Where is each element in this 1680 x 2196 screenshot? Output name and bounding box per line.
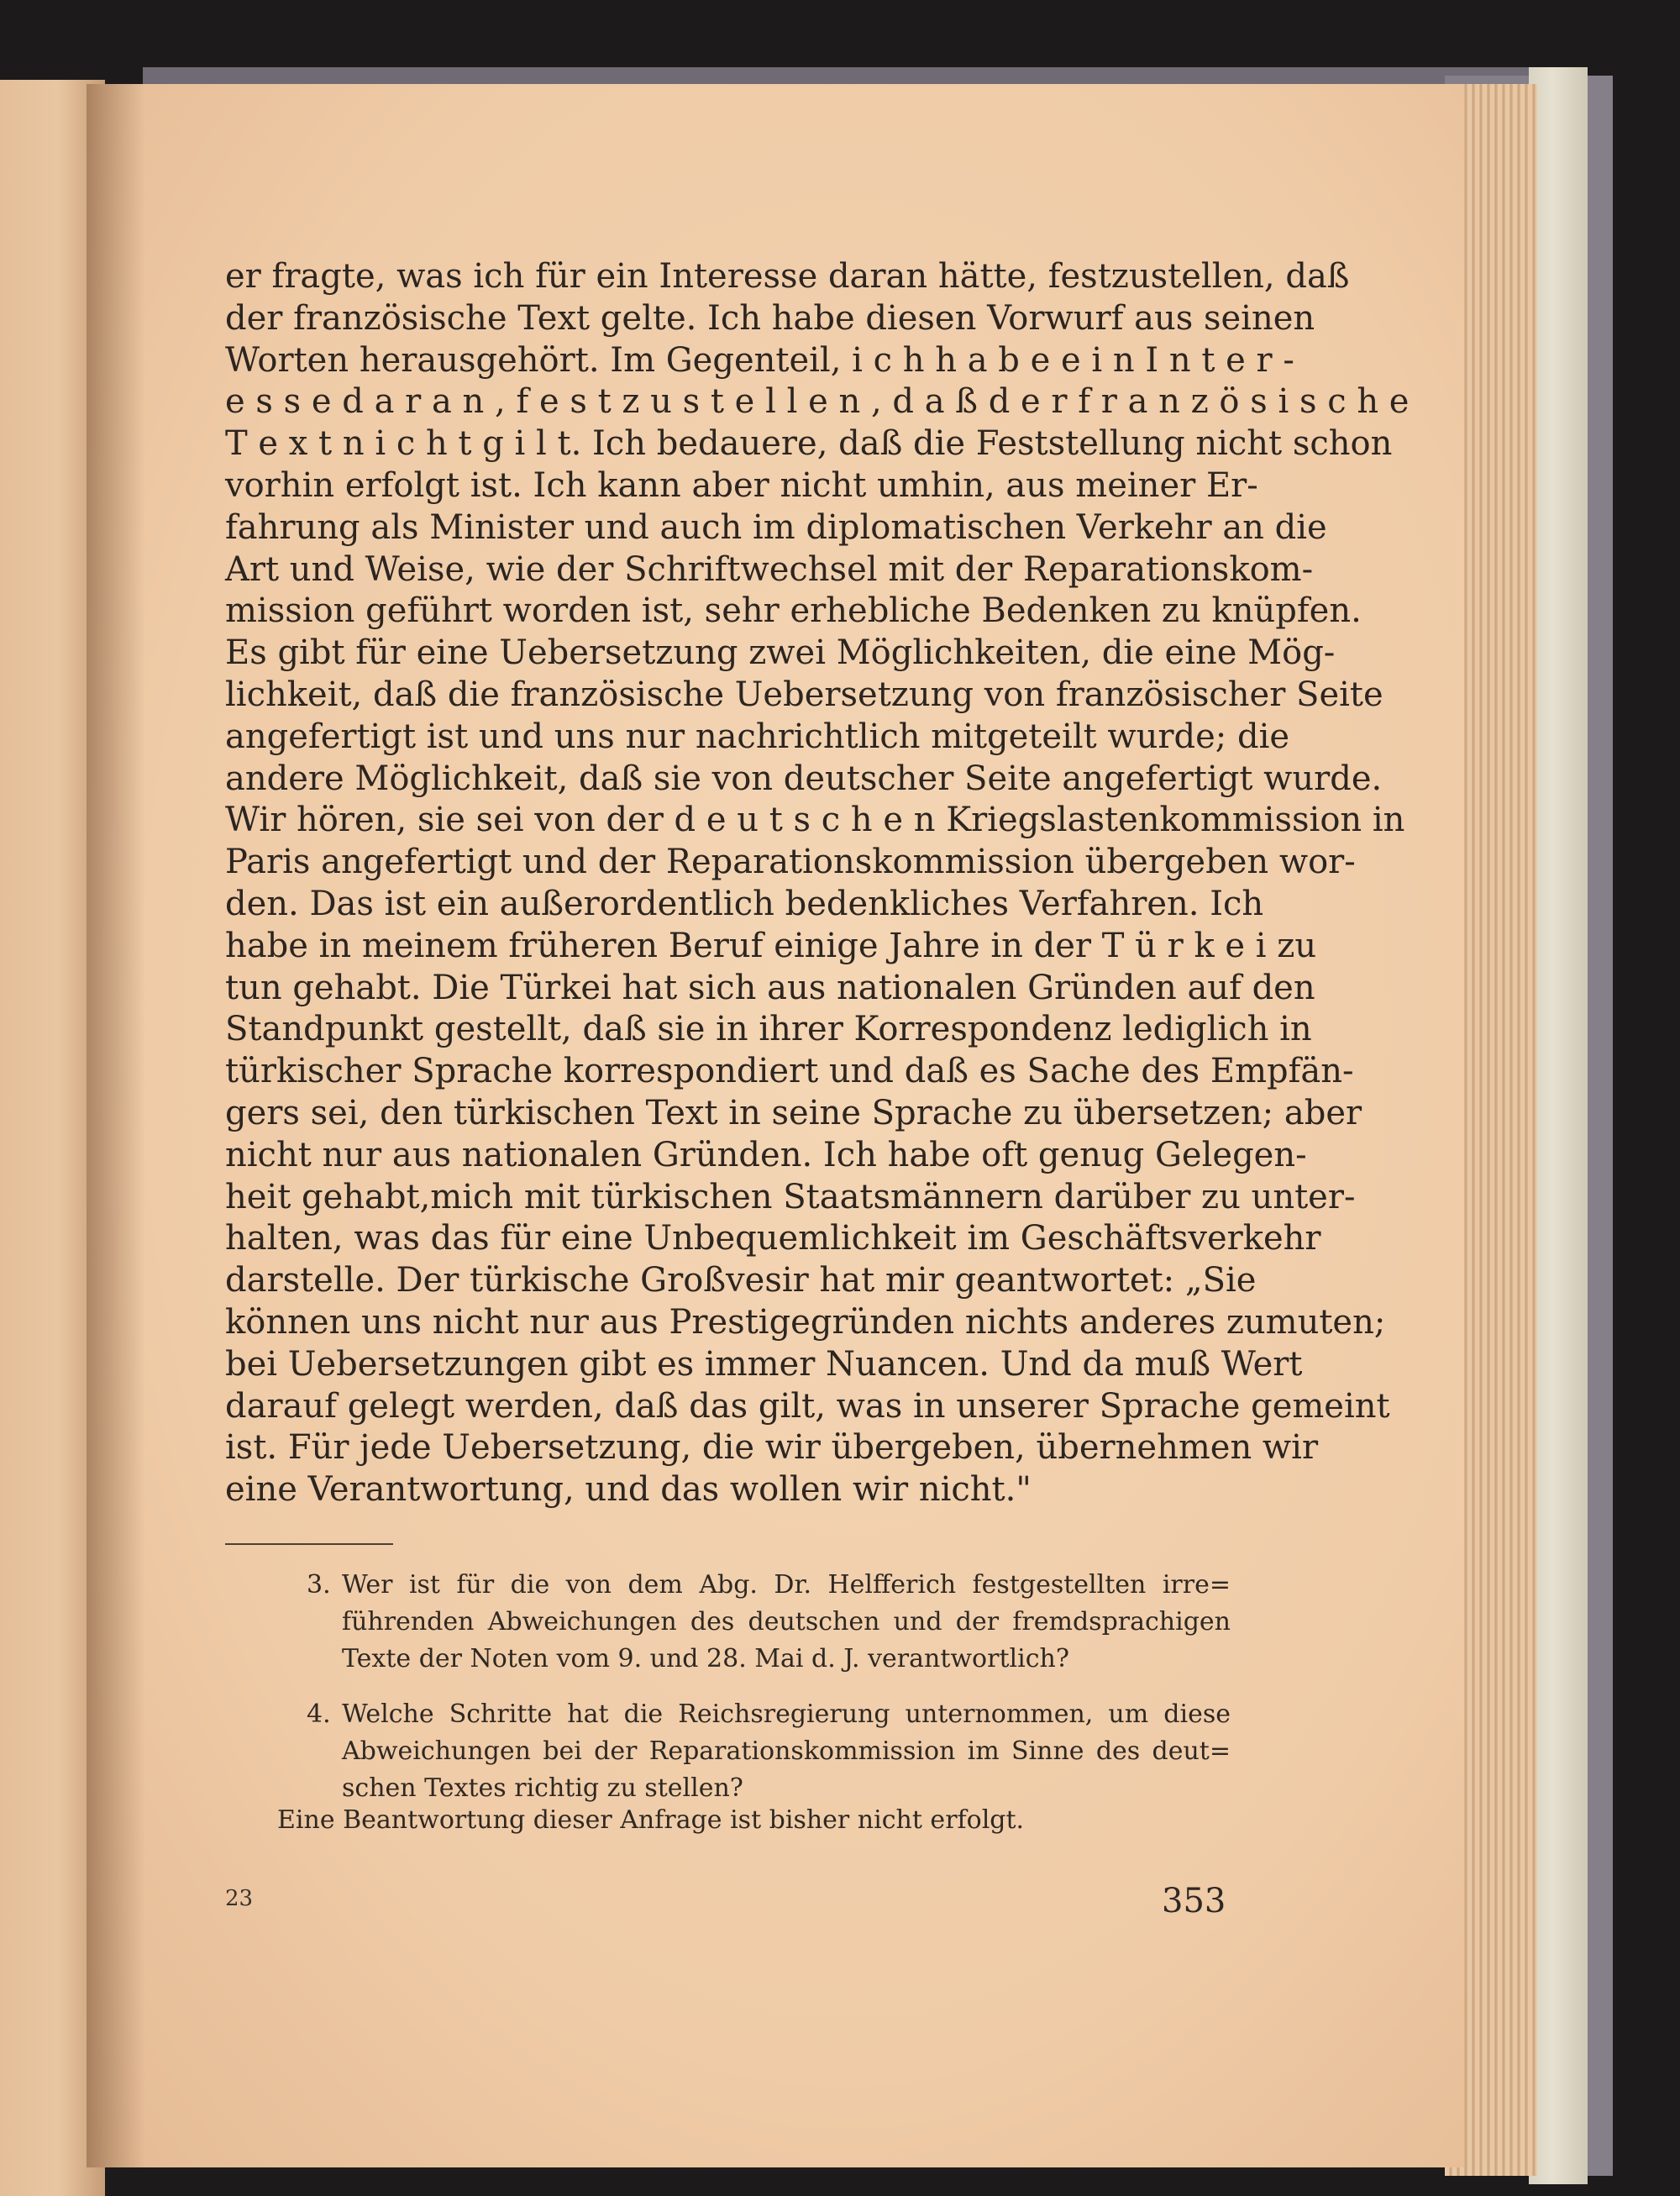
question-text: Wer ist für die von dem Abg. Dr. Helfferich festgestellten irre= xyxy=(342,1570,1231,1600)
text-line: Standpunkt gestellt, daß sie in ihrer Korrespondenz lediglich in xyxy=(225,1010,1312,1049)
question-line: Texte der Noten vom 9. und 28. Mai d. J. verantwortlich? xyxy=(342,1644,1069,1673)
question-line: führenden Abweichungen des deutschen und der fremdsprachigen xyxy=(342,1607,1231,1636)
text-line: tun gehabt. Die Türkei hat sich aus nationalen Gründen auf den xyxy=(225,968,1315,1007)
text-line: Art und Weise, wie der Schriftwechsel mit der Reparationskom- xyxy=(225,549,1314,589)
text-line: gers sei, den türkischen Text in seine Sprache zu übersetzen; aber xyxy=(225,1093,1362,1132)
text-line: vorhin erfolgt ist. Ich kann aber nicht umhin, aus meiner Er- xyxy=(225,465,1258,505)
question-item xyxy=(307,1696,1231,1807)
text-line: der französische Text gelte. Ich habe diesen Vorwurf aus seinen xyxy=(225,298,1315,338)
text-line: angefertigt ist und uns nur nachrichtlich mitgeteilt wurde; die xyxy=(225,717,1290,756)
text-line: Wir hören, sie sei von der d e u t s c h e n Kriegslastenkommission in xyxy=(225,801,1405,840)
question-text: Welche Schritte hat die Reichsregierung unternommen, um diese xyxy=(342,1700,1231,1729)
text-line: T e x t n i c h t g i l t. Ich bedauere, daß die Feststellung nicht schon xyxy=(225,424,1393,464)
cover-cloth-edge xyxy=(1529,67,1588,2184)
text-line: mission geführt worden ist, sehr erhebliche Bedenken zu knüpfen. xyxy=(225,591,1362,631)
text-line: können uns nicht nur aus Prestigegründen nichts anderes zumuten; xyxy=(225,1302,1386,1342)
text-line: andere Möglichkeit, daß sie von deutscher Seite angefertigt wurde. xyxy=(225,759,1383,798)
text-line: nicht nur aus nationalen Gründen. Ich habe oft genug Gelegen- xyxy=(225,1135,1307,1174)
page-gutter-shadow xyxy=(87,84,145,2167)
text-line: fahrung als Minister und auch im diplomatischen Verkehr an die xyxy=(225,507,1327,547)
text-line: Paris angefertigt und der Reparationskommission übergeben wor- xyxy=(225,843,1356,882)
question-line: Abweichungen bei der Reparationskommission im Sinne des deut= xyxy=(342,1736,1231,1766)
text-line: heit gehabt,mich mit türkischen Staatsmännern darüber zu unter- xyxy=(225,1177,1356,1216)
text-line: darstelle. Der türkische Großvesir hat mir geantwortet: „Sie xyxy=(225,1261,1257,1300)
text-line: lichkeit, daß die französische Uebersetzung von französischer Seite xyxy=(225,675,1383,714)
question-line: schen Textes richtig zu stellen? xyxy=(342,1773,743,1803)
text-line: eine Verantwortung, und das wollen wir nicht." xyxy=(225,1470,1032,1510)
text-line: habe in meinem früheren Beruf einige Jahre in der T ü r k e i zu xyxy=(225,926,1317,965)
signature-mark: 23 xyxy=(225,1886,254,1911)
question-number: 4. xyxy=(307,1700,331,1729)
text-line: halten, was das für eine Unbequemlichkeit im Geschäftsverkehr xyxy=(225,1219,1321,1258)
text-line: türkischer Sprache korrespondiert und daß es Sache des Empfän- xyxy=(225,1052,1354,1091)
separator-rule xyxy=(225,1543,393,1545)
question-list xyxy=(307,1567,1231,1826)
text-line: er fragte, was ich für ein Interesse daran hätte, festzustellen, daß xyxy=(225,257,1350,296)
page-number: 353 xyxy=(1162,1882,1226,1920)
text-line: Worten herausgehört. Im Gegenteil, i c h h a b e e i n I n t e r - xyxy=(225,340,1294,380)
text-line: bei Uebersetzungen gibt es immer Nuancen. Und da muß Wert xyxy=(225,1344,1303,1384)
question-line xyxy=(307,1696,1231,1733)
closing-line: Eine Beantwortung dieser Anfrage ist bisher nicht erfolgt. xyxy=(277,1805,1025,1835)
question-item xyxy=(307,1567,1231,1678)
text-line: ist. Für jede Uebersetzung, die wir übergeben, übernehmen wir xyxy=(225,1428,1319,1468)
text-line: Es gibt für eine Uebersetzung zwei Möglichkeiten, die eine Mög- xyxy=(225,633,1336,673)
text-line: e s s e d a r a n , f e s t z u s t e l l e n , d a ß d e r f r a n z ö s i s c h e xyxy=(225,382,1410,422)
question-number: 3. xyxy=(307,1570,331,1600)
text-line: den. Das ist ein außerordentlich bedenkliches Verfahren. Ich xyxy=(225,884,1264,923)
main-text-block xyxy=(225,256,1410,1511)
text-line: darauf gelegt werden, daß das gilt, was in unserer Sprache gemeint xyxy=(225,1386,1390,1426)
question-line xyxy=(307,1567,1231,1604)
